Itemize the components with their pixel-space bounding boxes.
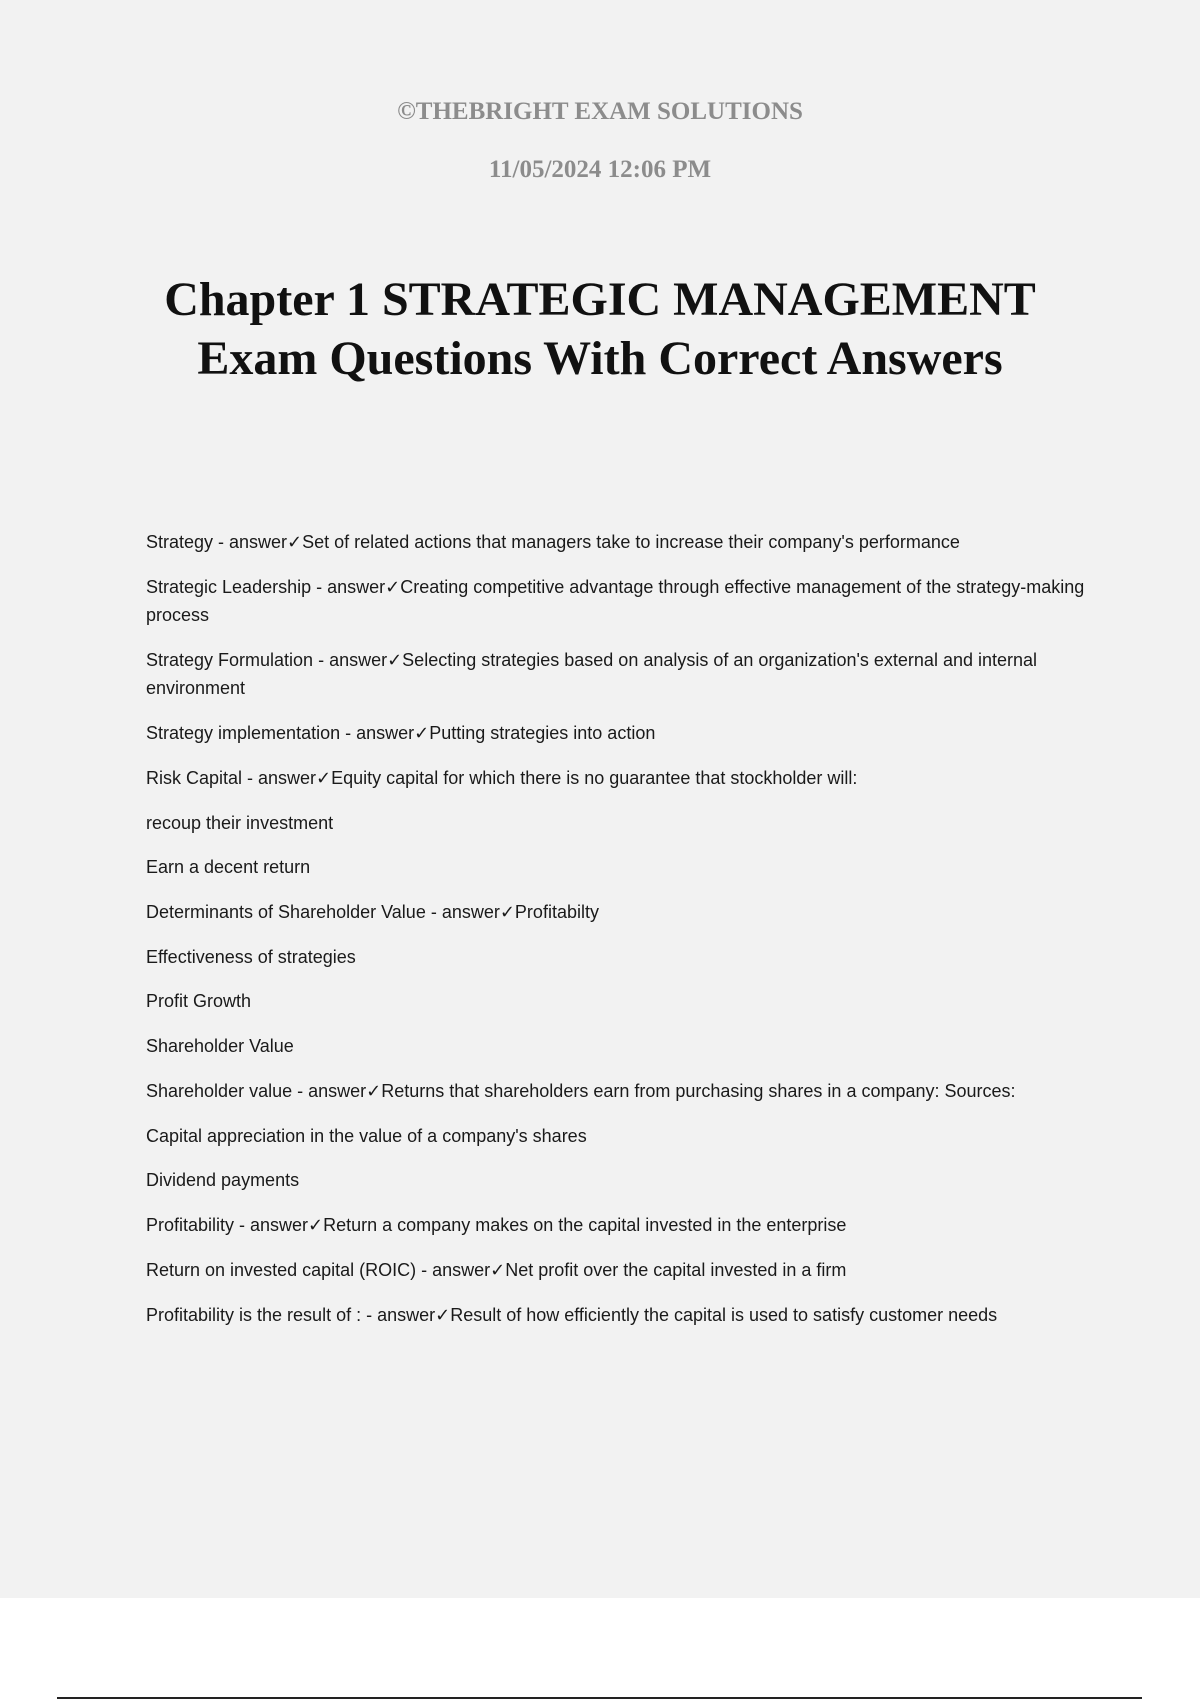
qa-item: Capital appreciation in the value of a company's shares bbox=[146, 1126, 587, 1146]
header-date: 11/05/2024 12:06 PM bbox=[488, 156, 712, 183]
qa-item: Strategy Formulation - answer✓Selecting strategies based on analysis of an organization's external and internal environment bbox=[146, 650, 1038, 698]
qa-item: Shareholder Value bbox=[146, 1036, 294, 1056]
qa-item: Effectiveness of strategies bbox=[146, 947, 356, 967]
qa-item: Profitability - answer✓Return a company makes on the capital invested in the enterprise bbox=[146, 1215, 847, 1235]
qa-item: Strategic Leadership - answer✓Creating competitive advantage through effective management of the strategy-making process bbox=[146, 577, 1085, 625]
qa-item: Profitability is the result of : - answer✓Result of how efficiently the capital is used to satisfy customer needs bbox=[146, 1305, 998, 1325]
footer-divider bbox=[57, 1697, 1142, 1699]
document-title bbox=[0, 270, 1200, 388]
qa-item: recoup their investment bbox=[146, 813, 334, 833]
qa-item: Dividend payments bbox=[146, 1170, 300, 1190]
qa-item: Strategy implementation - answer✓Putting strategies into action bbox=[146, 723, 656, 743]
qa-item: Risk Capital - answer✓Equity capital for which there is no guarantee that stockholder will: bbox=[146, 768, 858, 788]
qa-item: Shareholder value - answer✓Returns that shareholders earn from purchasing shares in a company: Sources: bbox=[146, 1081, 1016, 1101]
qa-item: Profit Growth bbox=[146, 991, 252, 1011]
qa-item: Earn a decent return bbox=[146, 857, 311, 877]
qa-list bbox=[146, 528, 1086, 1346]
title-line-2: Exam Questions With Correct Answers bbox=[197, 332, 1003, 385]
header-organization: ©THEBRIGHT EXAM SOLUTIONS bbox=[397, 98, 803, 125]
qa-item: Strategy - answer✓Set of related actions that managers take to increase their company's performance bbox=[146, 532, 960, 552]
qa-item: Determinants of Shareholder Value - answer✓Profitabilty bbox=[146, 902, 599, 922]
title-line-1: Chapter 1 STRATEGIC MANAGEMENT bbox=[164, 273, 1036, 326]
qa-item: Return on invested capital (ROIC) - answer✓Net profit over the capital invested in a firm bbox=[146, 1260, 847, 1280]
